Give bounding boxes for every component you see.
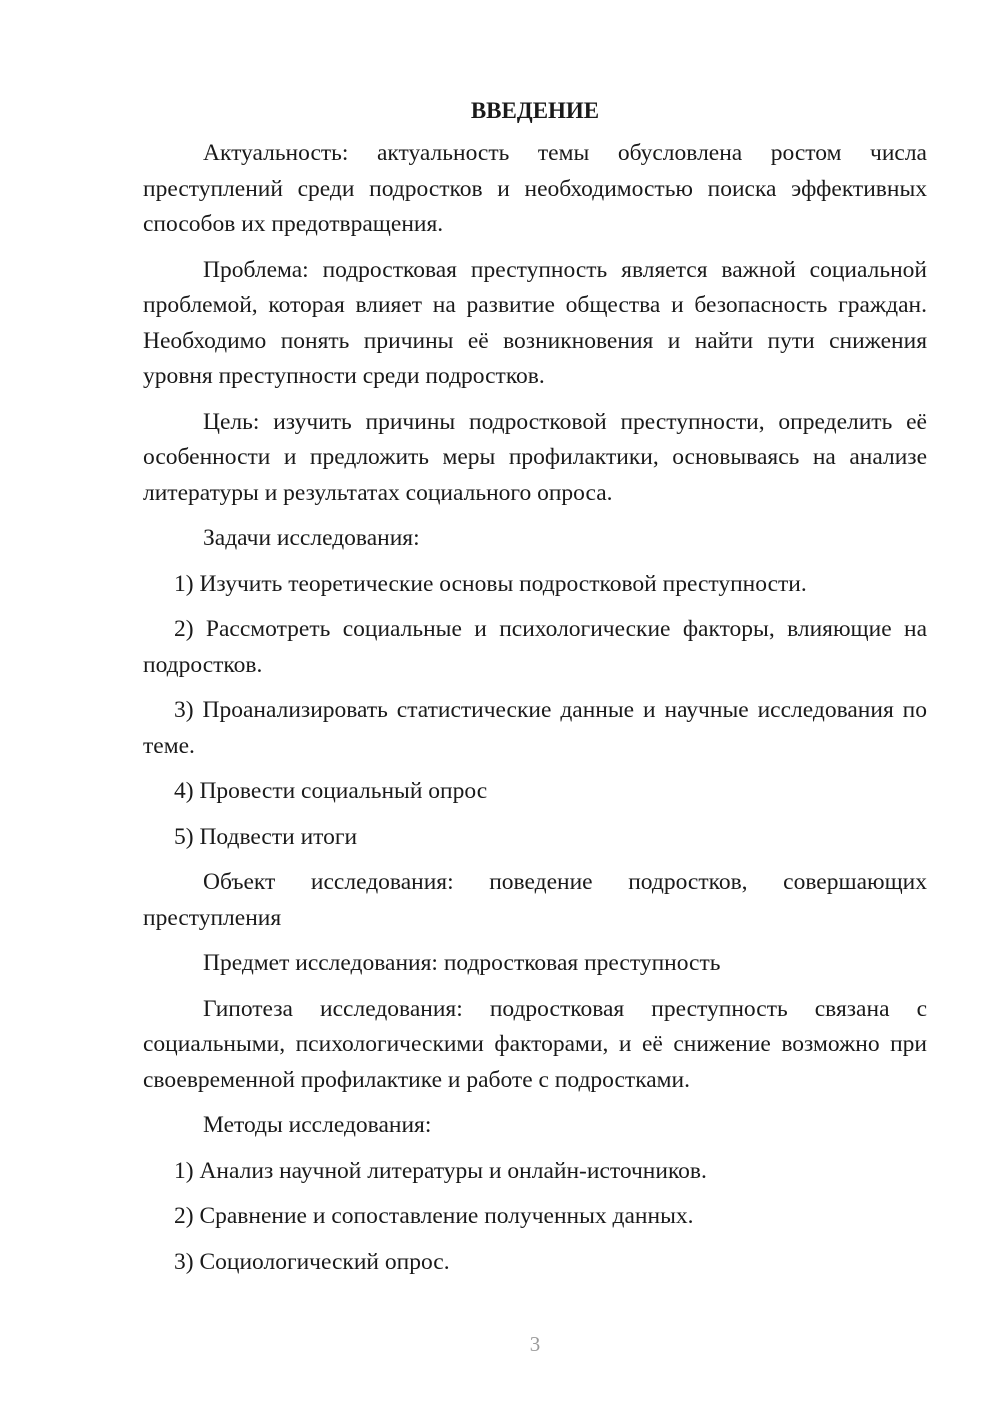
task-item-5: 5) Подвести итоги [174,823,358,850]
page-title: ВВЕДЕНИЕ [470,98,600,123]
paragraph-hypothesis: Гипотеза исследования: подростковая преступность связана с социальными, психологическими факторами, и её снижение возможно при своевременной профилактике и работе с подростками. [143,995,927,1093]
paragraph-problem: Проблема: подростковая преступность является важной социальной проблемой, которая влияет на развитие общества и безопасность граждан. Необходимо понять причины её возникновения и найти пути снижения уровня преступности среди подростков. [143,256,927,389]
method-item-1: 1) Анализ научной литературы и онлайн-источников. [174,1157,707,1184]
task-item-3: 3) Проанализировать статистические данные и научные исследования по теме. [143,697,927,759]
task-item-2: 2) Рассмотреть социальные и психологические факторы, влияющие на подростков. [143,616,927,678]
paragraph-relevance: Актуальность: актуальность темы обусловлена ростом числа преступлений среди подростков и необходимостью поиска эффективных способов их предотвращения. [143,140,927,237]
paragraph-object: Объект исследования: поведение подростков, совершающих преступления [143,869,927,931]
paragraph-subject: Предмет исследования: подростковая преступность [203,950,721,976]
task-item-4: 4) Провести социальный опрос [174,778,488,804]
page-number: 3 [529,1332,541,1356]
tasks-heading: Задачи исследования: [203,525,420,551]
document-body [143,96,927,1290]
method-item-2: 2) Сравнение и сопоставление полученных данных. [174,1203,694,1229]
method-item-3: 3) Социологический опрос. [174,1248,450,1275]
methods-heading: Методы исследования: [203,1112,432,1138]
task-item-1: 1) Изучить теоретические основы подростковой преступности. [174,570,807,597]
paragraph-goal: Цель: изучить причины подростковой преступности, определить её особенности и предложить меры профилактики, основываясь на анализе литературы и результатах социального опроса. [143,408,927,506]
